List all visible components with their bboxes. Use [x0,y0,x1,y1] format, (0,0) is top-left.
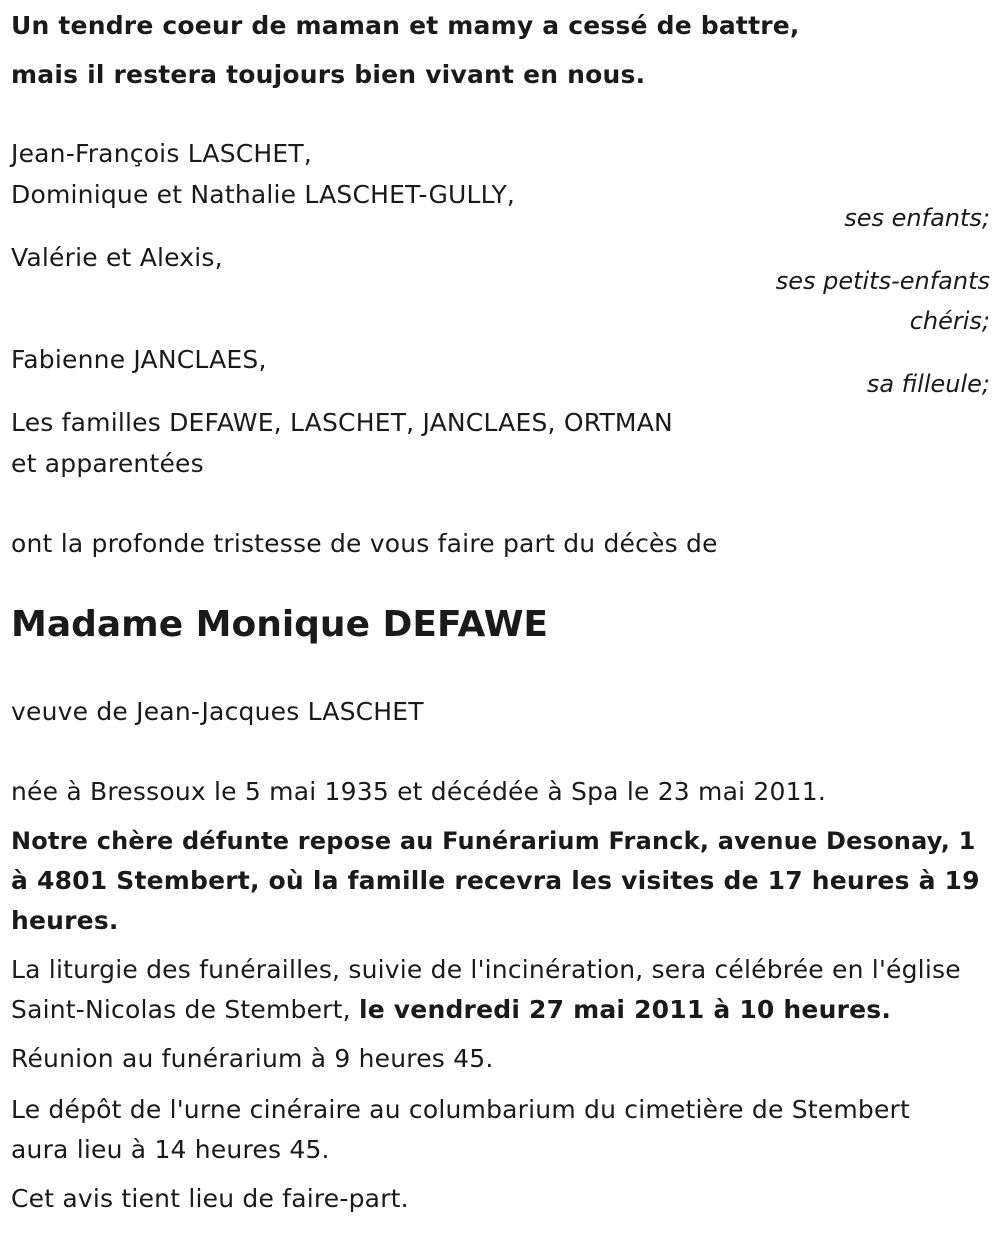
notice-line: Cet avis tient lieu de faire-part. [11,1184,409,1213]
goddaughter-line: Fabienne JANCLAES, [11,345,267,374]
meeting-line: Réunion au funérarium à 9 heures 45. [11,1044,494,1073]
goddaughter-role: sa filleule; [866,370,990,398]
repose-line-1: Notre chère défunte repose au Funérarium Franck, avenue Desonay, 1 [11,827,976,855]
liturgy-line-2 [11,990,891,1030]
children-role: ses enfants; [844,204,990,232]
liturgy-date: le vendredi 27 mai 2011 à 10 heures. [358,995,892,1024]
liturgy-line-1: La liturgie des funérailles, suivie de l'incinération, sera célébrée en l'église [11,955,961,984]
children-line-2: Dominique et Nathalie LASCHET-GULLY, [11,180,516,209]
intro-line-1: Un tendre coeur de maman et mamy a cessé de battre, [11,11,800,40]
birth-death-dates: née à Bressoux le 5 mai 1935 et décédée à Spa le 23 mai 2011. [11,777,826,806]
urn-line-2: aura lieu à 14 heures 45. [11,1135,330,1164]
intro-line-2: mais il restera toujours bien vivant en nous. [11,60,646,89]
deceased-name: Madame Monique DEFAWE [11,604,548,645]
repose-line-2: à 4801 Stembert, où la famille recevra les visites de 17 heures à 19 [11,866,980,895]
liturgy-place: Saint-Nicolas de Stembert, [11,995,359,1024]
urn-line-1: Le dépôt de l'urne cinéraire au columbarium du cimetière de Stembert [11,1095,911,1124]
grandchildren-line: Valérie et Alexis, [11,243,223,272]
children-line-1: Jean-François LASCHET, [11,139,313,168]
announcement-text: ont la profonde tristesse de vous faire part du décès de [11,529,718,558]
grandchildren-role-2: chéris; [909,307,990,335]
families-line-1: Les familles DEFAWE, LASCHET, JANCLAES, ORTMAN [11,408,673,437]
widow-of-line: veuve de Jean-Jacques LASCHET [11,697,424,726]
grandchildren-role-1: ses petits-enfants [775,267,990,295]
families-line-2: et apparentées [11,449,204,478]
repose-line-3: heures. [11,906,119,935]
